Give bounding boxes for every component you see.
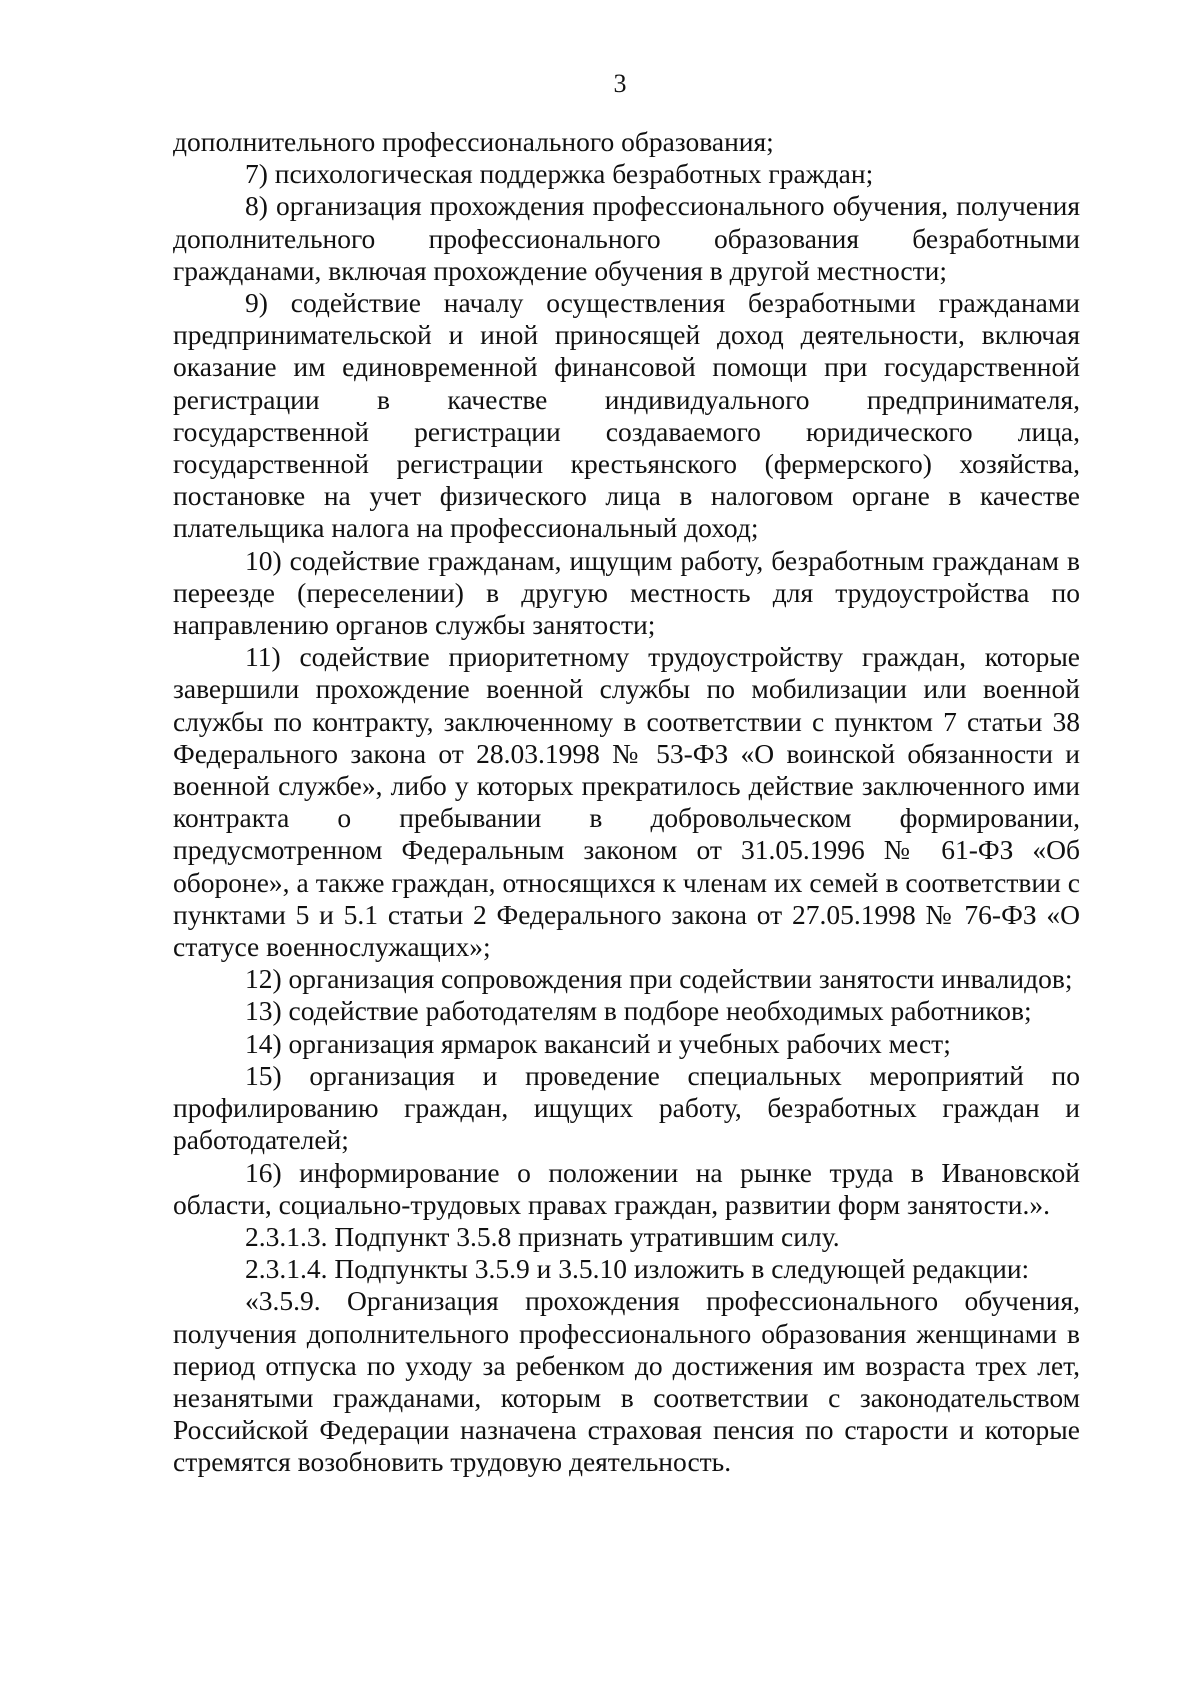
paragraph-item-11: 11) содействие приоритетному трудоустройству граждан, которые завершили прохождение военной службы по мобилизации или военной службы по контракту, заключенному в соответствии с пунктом 7 статьи 38 Федерального закона от 28.03.1998 № 53-ФЗ «О воинской обязанности и военной службе», либо у которых прекратилось действие заключенного ими контракта о пребывании в добровольческом формировании, предусмотренном Федеральным законом от 31.05.1996 № 61-ФЗ «Об обороне», а также граждан, относящихся к членам их семей в соответствии с пунктами 5 и 5.1 статьи 2 Федерального закона от 27.05.1998 № 76-ФЗ «О статусе военнослужащих»;	[173, 641, 1080, 963]
paragraph-item-15: 15) организация и проведение специальных мероприятий по профилированию граждан, ищущих работу, безработных граждан и работодателей;	[173, 1059, 1080, 1156]
paragraph-item-10: 10) содействие гражданам, ищущим работу, безработным гражданам в переезде (переселении) в другую местность для трудоустройства по направлению органов службы занятости;	[173, 544, 1080, 641]
paragraph-item-14: 14) организация ярмарок вакансий и учебных рабочих мест;	[245, 1027, 951, 1059]
paragraph-item-12: 12) организация сопровождения при содействии занятости инвалидов;	[245, 963, 1073, 995]
paragraph-item-9: 9) содействие началу осуществления безработными гражданами предпринимательской и иной приносящей доход деятельности, включая оказание им единовременной финансовой помощи при государственной регистрации в качестве индивидуального предпринимателя, государственной регистрации создаваемого юридического лица, государственной регистрации крестьянского (фермерского) хозяйства, постановке на учет физического лица в налоговом органе в качестве плательщика налога на профессиональный доход;	[173, 287, 1080, 544]
paragraph-continuation: дополнительного профессионального образования;	[173, 126, 774, 157]
paragraph-2-3-1-3: 2.3.1.3. Подпункт 3.5.8 признать утратившим силу.	[245, 1220, 840, 1252]
paragraph-item-13: 13) содействие работодателям в подборе необходимых работников;	[245, 995, 1032, 1027]
page-number: 3	[613, 69, 627, 98]
paragraph-2-3-1-4: 2.3.1.4. Подпункты 3.5.9 и 3.5.10 изложить в следующей редакции:	[245, 1253, 1030, 1285]
paragraph-item-8: 8) организация прохождения профессионального обучения, получения дополнительного профессионального образования безработными гражданами, включая прохождение обучения в другой местности;	[173, 190, 1080, 286]
document-body	[173, 126, 1080, 1479]
paragraph-item-16: 16) информирование о положении на рынке труда в Ивановской области, социально-трудовых правах граждан, развитии форм занятости.».	[173, 1156, 1080, 1220]
paragraph-3-5-9: «3.5.9. Организация прохождения профессионального обучения, получения дополнительного профессионального образования женщинами в период отпуска по уходу за ребенком до достижения им возраста трех лет, незанятыми гражданами, которым в соответствии с законодательством Российской Федерации назначена страховая пенсия по старости и которые стремятся возобновить трудовую деятельность.	[173, 1285, 1080, 1478]
paragraph-item-7: 7) психологическая поддержка безработных граждан;	[245, 158, 874, 190]
